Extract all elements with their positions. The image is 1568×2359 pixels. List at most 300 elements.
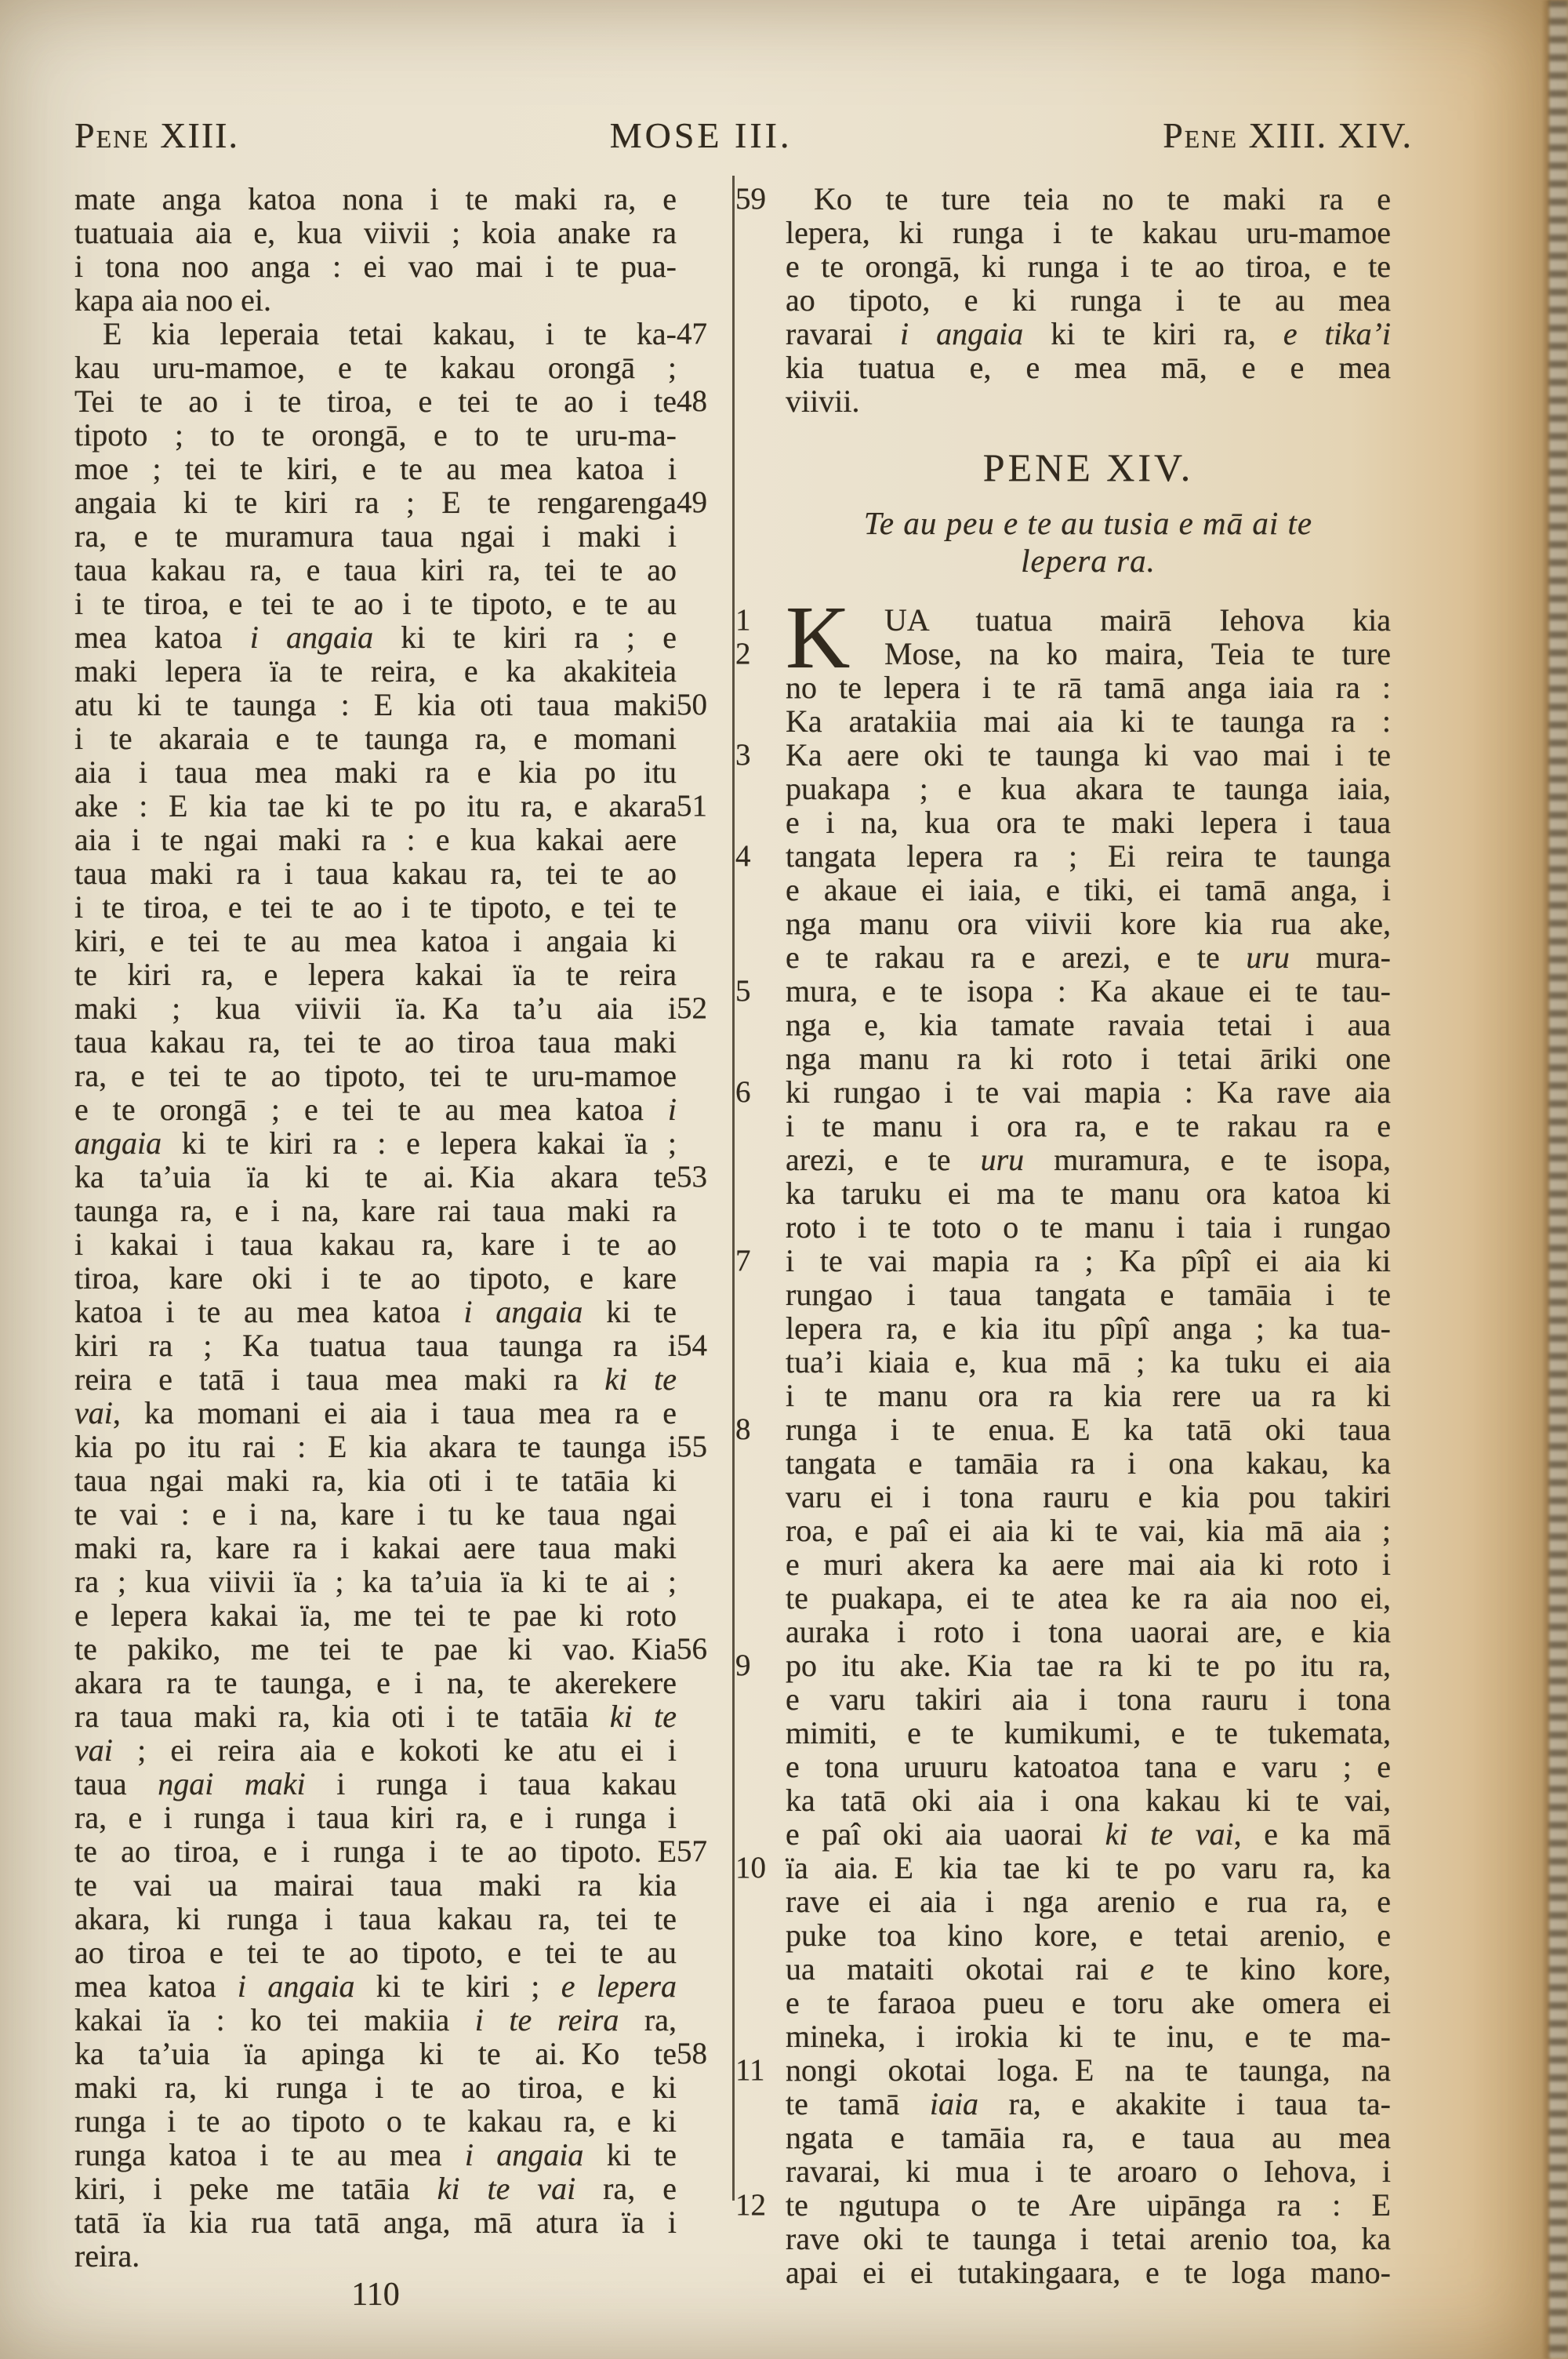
text-segment: kiri ra ; Ka tuatua taua taunga ra i (74, 1328, 677, 1363)
text-line (735, 636, 1391, 671)
verse-number: 57 (677, 1834, 707, 1868)
text-line (74, 2138, 677, 2172)
text-segment: , ka momani ei aia i taua mea ra e (112, 1395, 677, 1430)
text-line (74, 1699, 677, 1733)
text-line (74, 1295, 677, 1329)
italic-text: i (667, 1092, 677, 1127)
text-segment: i te tiroa, e tei te ao i te tipoto, e te au (74, 586, 677, 621)
text-segment: reira. (74, 2238, 140, 2274)
text-segment: Ka aratakiia mai aia ki te taunga ra : (786, 703, 1391, 739)
text-line (74, 1429, 707, 1464)
text-segment: Ko te ture teia no te maki ra e (814, 181, 1391, 216)
text-segment: angaia ki te kiri ra ; E te rengarenga (74, 485, 677, 520)
text-segment: akara ra te taunga, e i na, te akerekere (74, 1665, 677, 1700)
verse-number: 2 (735, 637, 751, 671)
verse-number: 3 (735, 738, 751, 772)
verse-number: 56 (677, 1632, 707, 1666)
verse-number: 7 (735, 1244, 751, 1278)
text-segment: e tona uruuru katoatoa tana e varu ; e (786, 1749, 1391, 1784)
text-line (786, 1109, 1391, 1143)
text-line (735, 973, 1391, 1009)
running-head-center: MOSE III. (609, 115, 793, 155)
text-segment: taua ngai maki ra, kia oti i te tatāia ki (74, 1463, 677, 1498)
text-segment: ra taua maki ra, kia oti i te tatāia (74, 1699, 610, 1734)
text-line (786, 1446, 1391, 1480)
text-segment: rave ei aia i nga arenio e rua ra, e (786, 1884, 1391, 1919)
text-segment: e te orongā ; e tei te au mea katoa (74, 1092, 668, 1127)
text-line (74, 1463, 677, 1497)
text-line (74, 1362, 677, 1396)
running-head-left: Pene XIII. (74, 115, 239, 155)
text-line (74, 654, 677, 688)
text-segment: nongi okotai loga. E na te taunga, na (786, 2052, 1391, 2088)
text-segment: e akaue ei iaia, e tiki, ei tamā anga, i (786, 872, 1391, 907)
verse-number: 12 (735, 2188, 766, 2222)
text-segment: ra, (619, 2002, 677, 2037)
text-line (786, 1210, 1391, 1244)
italic-text: uru (980, 1142, 1025, 1177)
text-segment: puakapa ; e kua akara te taunga iaia, (786, 771, 1391, 806)
text-segment: nga e, kia tamate ravaia tetai i aua (786, 1007, 1391, 1042)
text-line (735, 1850, 1391, 1885)
text-segment: taua (74, 1766, 158, 1801)
text-line (786, 1278, 1391, 1311)
text-line (735, 2187, 1391, 2223)
text-line (74, 620, 677, 654)
text-segment: po itu ake. Kia tae ra ki te po itu ra, (786, 1648, 1391, 1683)
text-segment: nga manu ora viivii kore kia rua ake, (786, 906, 1391, 941)
text-segment: ïa aia. E kia tae ki te po varu ra, ka (786, 1850, 1391, 1885)
text-line (74, 2036, 707, 2071)
italic-text: vai (74, 1732, 113, 1768)
text-segment: ra, e tei te ao tipoto, tei te uru-mamoe (74, 1058, 677, 1093)
italic-text: ki te (604, 1361, 677, 1397)
text-line (74, 1834, 707, 1869)
text-segment: katoa i te au mea katoa (74, 1294, 464, 1329)
text-line (786, 1311, 1391, 1345)
text-line (74, 1261, 677, 1295)
text-segment: tangata lepera ra ; Ei reira te taunga (786, 838, 1391, 874)
text-segment: i te akaraia e te taunga ra, e momani (74, 721, 677, 756)
text-line (786, 1918, 1391, 1952)
verse-number: 9 (735, 1648, 751, 1682)
text-segment: ra, e (575, 2171, 677, 2206)
text-line (74, 1497, 677, 1531)
text-line (786, 384, 1391, 418)
text-segment: ra ; kua viivii ïa ; ka ta’uia ïa ki te ai ; (74, 1564, 677, 1599)
verse-number: 1 (735, 603, 751, 637)
text-segment: ngata e tamāia ra, e taua au mea (786, 2120, 1391, 2155)
text-segment: PENE XIV. (982, 445, 1194, 489)
text-segment: runga i te ao tipoto o te kakau ra, e ki (74, 2103, 677, 2139)
text-line (74, 383, 707, 419)
verse-number: 50 (677, 688, 707, 722)
text-segment: te pakiko, me tei te pae ki vao. Kia (74, 1631, 677, 1667)
text-segment: kiri, i peke me tatāia (74, 2171, 437, 2206)
text-segment: i te vai mapia ra ; Ka pîpî ei aia ki (786, 1243, 1391, 1278)
text-segment: e te rakau ra e arezi, e te (786, 940, 1247, 975)
left-column (74, 181, 707, 2274)
text-line (74, 485, 707, 520)
text-line (74, 2003, 677, 2037)
text-line (74, 1767, 677, 1801)
text-segment: ka tatā oki aia i ona kakau ki te vai, (786, 1783, 1391, 1818)
text-line (786, 940, 1391, 974)
text-line (74, 1666, 677, 1699)
text-line (786, 249, 1391, 283)
text-segment: UA tuatua mairā Iehova kia (884, 602, 1391, 638)
text-segment: ki te (583, 1294, 677, 1329)
verse-number: 54 (677, 1329, 707, 1362)
text-segment: ravarai, ki mua i te aroaro o Iehova, i (786, 2154, 1391, 2189)
text-segment: maki ra, kare ra i kakai aere taua maki (74, 1530, 677, 1565)
text-segment: Mose, na ko maira, Teia te ture (884, 636, 1391, 671)
text-line (74, 1159, 707, 1194)
text-line (74, 2172, 677, 2205)
verse-number: 11 (735, 2053, 765, 2087)
text-segment: maki lepera ïa te reira, e ka akakiteia (74, 653, 677, 689)
facing-page-edge (1549, 0, 1568, 2359)
text-segment: tua’i kiaia e, kua mā ; ka tuku ei aia (786, 1344, 1391, 1379)
text-segment: maki ra, ki runga i te ao tiroa, e ki (74, 2070, 677, 2105)
text-line (74, 856, 677, 890)
text-line (74, 1565, 677, 1598)
text-segment: ; ei reira aia e kokoti ke atu ei i (112, 1732, 677, 1768)
italic-text: i angaia (463, 1294, 583, 1329)
text-segment: ravarai (786, 316, 901, 351)
text-line (74, 587, 677, 620)
text-segment: Ka aere oki te taunga ki vao mai i te (786, 737, 1391, 772)
text-line (74, 823, 677, 856)
italic-text: i angaia (237, 1968, 355, 2004)
text-segment: arezi, e te (786, 1142, 981, 1177)
text-line (74, 249, 677, 283)
text-segment: taua kakau ra, e taua kiri ra, tei te ao (74, 552, 677, 587)
text-segment: i runga i taua kakau (305, 1766, 677, 1801)
text-segment: e lepera kakai ïa, me tei te pae ki roto (74, 1598, 677, 1633)
text-segment: roa, e paî ei aia ki te vai, kia mā aia ; (786, 1513, 1391, 1548)
text-segment: taua maki ra i taua kakau ra, tei te ao (74, 856, 677, 891)
italic-text: e (1140, 1951, 1155, 1986)
verse-number: 4 (735, 839, 751, 873)
text-segment: akara, ki runga i taua kakau ra, tei te (74, 1901, 677, 1936)
italic-text: i angaia (900, 316, 1024, 351)
verse-number: 51 (677, 789, 707, 823)
text-line (786, 1750, 1391, 1783)
chapter-heading (786, 446, 1391, 489)
text-line (74, 351, 677, 384)
text-line (74, 1059, 677, 1092)
text-segment: e i na, kua ora te maki lepera i taua (786, 805, 1391, 840)
text-line (74, 1092, 677, 1126)
italic-text: ki te vai (1105, 1816, 1234, 1852)
italic-text: iaia (929, 2086, 979, 2121)
text-line (74, 1936, 677, 1969)
text-segment: kia po itu rai : E kia akara te taunga i (74, 1429, 677, 1464)
text-line (74, 1328, 707, 1363)
text-line (74, 788, 707, 823)
text-line (786, 1176, 1391, 1210)
text-line (74, 687, 707, 722)
text-line (74, 519, 677, 553)
verse-number: 53 (677, 1160, 707, 1194)
text-segment: ki te (583, 2137, 677, 2172)
text-line (735, 737, 1391, 772)
text-line (786, 1817, 1391, 1851)
text-segment: mineka, i irokia ki te inu, e te ma- (786, 2019, 1391, 2054)
drop-cap: K (786, 587, 851, 687)
verse-number: 52 (677, 991, 707, 1025)
italic-text: i angaia (464, 2137, 584, 2172)
text-line (735, 2052, 1391, 2088)
text-line (735, 181, 1391, 216)
italic-text: ki te (609, 1699, 677, 1734)
text-segment: te kiri ra, e lepera kakai ïa te reira (74, 957, 677, 992)
text-segment: ka taruku ei ma te manu ora katoa ki (786, 1176, 1391, 1211)
text-line (786, 1143, 1391, 1176)
text-segment: mimiti, e te kumikumi, e te tukemata, (786, 1715, 1391, 1750)
text-line (74, 1733, 677, 1767)
text-segment: e paî oki aia uaorai (786, 1816, 1105, 1852)
text-segment: ki te kiri ra, (1023, 316, 1283, 351)
verse-number: 49 (677, 485, 707, 519)
text-segment: te ao tiroa, e i runga i te ao tipoto. E (74, 1834, 677, 1869)
text-segment: muramura, e te isopa, (1024, 1142, 1391, 1177)
text-segment: kiri, e tei te au mea katoa i angaia ki (74, 923, 677, 958)
text-segment: ao tipoto, e ki runga i te au mea (786, 282, 1391, 318)
text-line (74, 2239, 677, 2273)
text-segment: ka ta’uia ïa ki te ai. Kia akara te (74, 1159, 677, 1194)
text-segment: te kino kore, (1154, 1951, 1392, 1986)
italic-text: ngai maki (158, 1766, 306, 1801)
text-line (735, 1243, 1391, 1278)
text-segment: moe ; tei te kiri, e te au mea katoa i (74, 451, 677, 486)
text-segment: i te manu i ora ra, e te rakau ra e (786, 1108, 1391, 1143)
text-segment: ki rungao i te vai mapia : Ka rave aia (786, 1074, 1391, 1110)
text-line (786, 1615, 1391, 1648)
text-segment: mura, e te isopa : Ka akaue ei te tau- (786, 973, 1391, 1009)
text-line (74, 1969, 677, 2003)
text-line (74, 1396, 677, 1430)
text-segment: lepera, ki runga i te kakau uru-mamoe (786, 215, 1391, 250)
text-segment: mea katoa (74, 1968, 238, 2004)
text-line (786, 805, 1391, 839)
italic-text: i te reira (474, 2002, 619, 2037)
text-line (786, 1379, 1391, 1412)
text-line (735, 1412, 1391, 1447)
right-column (735, 181, 1392, 2290)
text-line (74, 1126, 677, 1160)
text-segment: mura- (1289, 940, 1392, 975)
verse-number: 6 (735, 1075, 751, 1109)
text-line (786, 772, 1391, 805)
text-line (74, 1598, 677, 1632)
text-line (74, 722, 677, 755)
text-line (735, 838, 1391, 874)
page-number: 110 (351, 2277, 400, 2313)
text-segment: ao tiroa e tei te ao tipoto, e tei te au (74, 1935, 677, 1970)
text-segment: lepera ra. (1021, 543, 1156, 579)
text-segment: no te lepera i te rā tamā anga iaia ra : (786, 670, 1391, 705)
text-segment: i te tiroa, e tei te ao i te tipoto, e tei te (74, 889, 677, 925)
text-line (74, 1801, 677, 1834)
text-line (786, 907, 1391, 940)
text-segment: te puakapa, ei te atea ke ra aia noo ei, (786, 1580, 1391, 1616)
text-line (74, 283, 677, 317)
text-segment: ra, e akakite i taua ta- (978, 2086, 1391, 2121)
text-line (74, 990, 707, 1026)
text-line (74, 890, 677, 924)
text-segment: taunga ra, e i na, kare rai taua maki ra (74, 1193, 677, 1228)
verse-number: 5 (735, 974, 751, 1008)
text-segment: ki te kiri ra ; e (373, 620, 677, 655)
text-line (786, 873, 1391, 907)
text-line (74, 924, 677, 958)
text-segment: aia i taua mea maki ra e kia po itu (74, 754, 677, 790)
verse-number: 8 (735, 1412, 751, 1446)
text-line (74, 182, 677, 216)
text-line (74, 1194, 677, 1227)
text-line (786, 1345, 1391, 1379)
text-line (786, 1986, 1391, 2019)
text-segment: ra, e te muramura taua ngai i maki i (74, 518, 677, 554)
text-segment: E kia leperaia tetai kakau, i te ka- (103, 316, 677, 351)
text-segment: ki te kiri ; (354, 1968, 561, 2004)
text-segment: ra, e i runga i taua kiri ra, e i runga i (74, 1800, 677, 1835)
text-segment: ake : E kia tae ki te po itu ra, e akara (74, 788, 677, 823)
text-segment: mea katoa (74, 620, 250, 655)
verse-number: 55 (677, 1430, 707, 1463)
column-divider (732, 176, 735, 2201)
text-line (786, 1547, 1391, 1581)
text-segment: viivii. (786, 383, 860, 419)
text-segment: aia i te ngai maki ra : e kua kakai aere (74, 822, 677, 857)
text-segment: lepera ra, e kia itu pîpî anga ; ka tua- (786, 1310, 1391, 1346)
text-segment: tuatuaia aia e, kua viivii ; koia anake ra (74, 215, 677, 250)
italic-text: e lepera (561, 1968, 677, 2004)
text-line (786, 2087, 1391, 2121)
text-segment: ua mataiti okotai rai (786, 1951, 1141, 1986)
text-line (735, 1648, 1391, 1683)
text-line (786, 1716, 1391, 1750)
text-line (786, 317, 1391, 351)
text-line (786, 2121, 1391, 2154)
text-line (74, 1631, 707, 1667)
text-segment: nga manu ra ki roto i tetai āriki one (786, 1041, 1391, 1076)
text-segment: , e ka mā (1233, 1816, 1391, 1852)
verse-number: 47 (677, 317, 707, 351)
text-segment: kakai ïa : ko tei makiia (74, 2002, 475, 2037)
text-segment: mate anga katoa nona i te maki ra, e (74, 181, 677, 216)
text-segment: tiroa, kare oki i te ao tipoto, e kare (74, 1260, 677, 1296)
italic-text: vai (74, 1395, 113, 1430)
text-segment: kapa aia noo ei. (74, 282, 271, 318)
text-segment: ka ta’uia ïa apinga ki te ai. Ko te (74, 2036, 677, 2071)
text-line (786, 351, 1391, 384)
text-segment: te vai ua mairai taua maki ra kia (74, 1867, 677, 1903)
text-segment: maki ; kua viivii ïa. Ka ta’u aia i (74, 990, 677, 1026)
text-line (74, 216, 677, 249)
text-segment: Tei te ao i te tiroa, e tei te ao i te (74, 383, 677, 419)
text-line (786, 1885, 1391, 1918)
text-segment: i te manu ora ra kia rere ua ra ki (786, 1378, 1391, 1413)
text-line (74, 553, 677, 587)
text-line (74, 2070, 677, 2104)
italic-text: ki te vai (437, 2171, 576, 2206)
chapter-subtitle-end (786, 542, 1391, 580)
text-line (74, 1531, 677, 1565)
text-line (786, 704, 1391, 738)
text-line (74, 1902, 677, 1936)
text-segment: Te au peu e te au tusia e mā ai te (863, 505, 1313, 541)
text-segment: rungao i taua tangata e tamāia i te (786, 1277, 1391, 1312)
text-segment: e te orongā, ki runga i te ao tiroa, e te (786, 249, 1391, 284)
text-segment: te tamā (786, 2086, 930, 2121)
italic-text: uru (1246, 940, 1290, 975)
text-segment: roto i te toto o te manu i taia i rungao (786, 1209, 1391, 1245)
text-segment: atu ki te taunga : E kia oti taua maki (74, 687, 677, 722)
text-line (786, 2222, 1391, 2255)
verse-number: 59 (735, 182, 766, 216)
text-line (786, 1480, 1391, 1514)
text-line (786, 671, 1391, 704)
text-segment: tatā ïa kia rua tatā anga, mā atura ïa i (74, 2205, 677, 2240)
text-segment: runga i te enua. E ka tatā oki taua (786, 1412, 1391, 1447)
text-segment: auraka i roto i tona uaorai are, e kia (786, 1614, 1391, 1649)
text-line (786, 1682, 1391, 1716)
verse-number: 48 (677, 384, 707, 418)
text-line (735, 1074, 1391, 1110)
text-line (74, 452, 677, 485)
italic-text: i angaia (249, 620, 374, 655)
text-line (786, 2255, 1391, 2289)
text-line (786, 216, 1391, 249)
text-line (786, 1581, 1391, 1615)
italic-text: e tika’i (1283, 316, 1392, 351)
text-segment: runga katoa i te au mea (74, 2137, 465, 2172)
text-segment: reira e tatā i taua mea maki ra (74, 1361, 605, 1397)
text-line (786, 1041, 1391, 1075)
text-segment: puke toa kino kore, e tetai arenio, e (786, 1917, 1391, 1953)
text-segment: tangata e tamāia ra i ona kakau, ka (786, 1445, 1391, 1481)
running-head-right: Pene XIII. XIV. (1163, 115, 1413, 155)
text-line (74, 1868, 677, 1902)
text-line (74, 1227, 677, 1261)
text-segment: i tona noo anga : ei vao mai i te pua- (74, 249, 677, 284)
text-segment: varu ei i tona rauru e kia pou takiri (786, 1479, 1391, 1514)
text-line (786, 2019, 1391, 2053)
text-line (786, 1783, 1391, 1817)
text-segment: e muri akera ka aere mai aia ki roto i (786, 1547, 1391, 1582)
text-line (74, 2104, 677, 2138)
verse-number: 10 (735, 1851, 766, 1885)
text-segment: rave oki te taunga i tetai arenio toa, ka (786, 2221, 1391, 2256)
text-segment: te ngutupa o te Are uipānga ra : E (786, 2187, 1391, 2223)
text-segment: taua kakau ra, tei te ao tiroa taua maki (74, 1024, 677, 1060)
text-line (74, 958, 677, 991)
running-head (74, 114, 1413, 156)
text-segment: ki te kiri ra : e lepera kakai ïa ; (162, 1125, 677, 1161)
text-line (74, 316, 707, 351)
text-line (786, 283, 1391, 317)
text-segment: e te faraoa pueu e toru ake omera ei (786, 1985, 1391, 2020)
text-segment: i kakai i taua kakau ra, kare i te ao (74, 1227, 677, 1262)
verse-number: 58 (677, 2037, 707, 2070)
text-line (74, 755, 677, 789)
text-line (786, 1514, 1391, 1547)
italic-text: angaia (74, 1125, 162, 1161)
text-line (74, 418, 677, 452)
